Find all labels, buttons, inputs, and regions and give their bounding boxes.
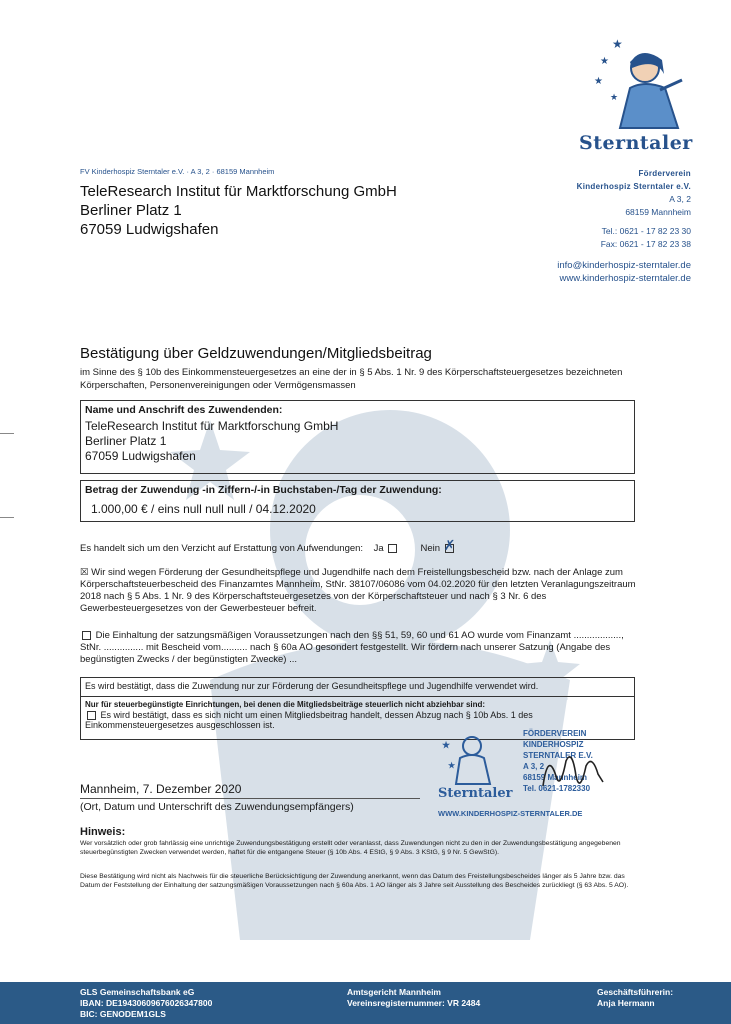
tax-checkbox[interactable] xyxy=(87,711,96,720)
exemption-text: Wir sind wegen Förderung der Gesundheitspflege und Jugendhilfe nach dem Freistellungsbescheid bzw. nach der Anlage zum Körperschaftsteuerbescheid des Finanzamtes Mannheim, StNr. 38107/06086 vom 04.02.2020 für den letzten Veranlagungszeitraum 2018 nach § 5 Abs. 1 Nr. 9 des Körperschaftsteuergesetzes von der Körperschaftsteuer und nach § 3 Nr. 6 des Gewerbesteuergesetzes von der Gewerbesteuer befreit. xyxy=(80,567,636,614)
footer-ceo xyxy=(597,987,673,1009)
donor-city: 67059 Ludwigshafen xyxy=(85,449,196,463)
confirmation-text: Es wird bestätigt, dass die Zuwendung nur zur Förderung der Gesundheitspflege und Jugendhilfe verwendet wird. xyxy=(85,681,539,691)
sender-line: FV Kinderhospiz Sterntaler e.V. · A 3, 2 · 68159 Mannheim xyxy=(80,167,275,176)
org-city: 68159 Mannheim xyxy=(625,207,691,217)
donor-header: Name und Anschrift des Zuwendenden: xyxy=(85,404,283,416)
document-intro: im Sinne des § 10b des Einkommensteuergesetzes an eine der in § 5 Abs. 1 Nr. 9 des Körperschaftsteuergesetzes bezeichneten Körperschaften, Personenvereinigungen oder Vermögensmassen xyxy=(80,367,623,391)
exemption-checkbox[interactable]: ☒ xyxy=(80,567,89,578)
statute-checkbox[interactable] xyxy=(82,631,91,640)
svg-text:★: ★ xyxy=(448,761,456,770)
org-tel: Tel.: 0621 - 17 82 23 30 xyxy=(601,226,691,236)
stamp-line5: 68159 Mannheim xyxy=(523,773,588,782)
hinweis-text-2: Diese Bestätigung wird nicht als Nachweis für die steuerliche Berücksichtigung der Zuwendung anerkannt, wenn das Datum des Freistellungsbescheides länger als 5 Jahre bzw. das Datum der Feststellung der Einhaltung der satzungsmäßigen Voraussetzungen nach § 60a Abs. 1 AO länger als 3 Jahre seit Ausstellung des Bescheides zurückliegt (§ 63 Abs. 5 AO). xyxy=(80,873,629,889)
bank-iban: IBAN: DE19430609676026347800 xyxy=(80,998,213,1008)
verzicht-text: Es handelt sich um den Verzicht auf Erstattung von Aufwendungen: xyxy=(80,543,364,554)
ja-label: Ja xyxy=(373,543,384,554)
signature-line xyxy=(80,798,420,799)
footer-bank xyxy=(80,987,212,1020)
letterhead-contact xyxy=(557,167,691,285)
footer-register xyxy=(347,987,480,1009)
ja-checkbox[interactable] xyxy=(388,544,397,553)
org-email[interactable]: info@kinderhospiz-sterntaler.de xyxy=(557,260,691,271)
recipient-city: 67059 Ludwigshafen xyxy=(80,221,219,238)
statute-paragraph xyxy=(80,630,640,666)
stamp-line1: FÖRDERVEREIN xyxy=(523,729,587,738)
nein-checkbox[interactable]: ✗ xyxy=(443,536,456,553)
ceo-name: Anja Hermann xyxy=(597,998,655,1008)
sign-caption: (Ort, Datum und Unterschrift des Zuwendungsempfängers) xyxy=(80,801,354,813)
ceo-label: Geschäftsführerin: xyxy=(597,987,674,997)
stamp-line2: KINDERHOSPIZ xyxy=(523,740,584,749)
org-fax: Fax: 0621 - 17 82 23 38 xyxy=(600,239,691,249)
court-name: Amtsgericht Mannheim xyxy=(347,987,441,997)
svg-text:★: ★ xyxy=(594,76,603,87)
stamp-line4: A 3, 2 xyxy=(523,762,545,771)
bank-bic: BIC: GENODEM1GLS xyxy=(80,1009,166,1019)
stamp-line6: Tel. 0621-1782330 xyxy=(523,784,591,793)
punch-mark xyxy=(0,517,14,518)
org-web[interactable]: www.kinderhospiz-sterntaler.de xyxy=(559,273,691,284)
fold-mark xyxy=(0,433,14,434)
amount-header: Betrag der Zuwendung -in Ziffern-/-in Buchstaben-/Tag der Zuwendung: xyxy=(85,484,442,496)
donor-box xyxy=(80,400,635,474)
hinweis-heading: Hinweis: xyxy=(80,826,126,838)
tax-header: Nur für steuerbegünstigte Einrichtungen, bei denen die Mitgliedsbeiträge steuerlich nicht abziehbar sind: xyxy=(85,700,486,709)
association-stamp xyxy=(438,728,638,818)
stamp-logo xyxy=(438,728,498,788)
nein-label: Nein xyxy=(420,543,440,554)
recipient-address xyxy=(80,182,397,239)
svg-text:★: ★ xyxy=(612,37,623,51)
donor-street: Berliner Platz 1 xyxy=(85,434,167,448)
amount-value: 1.000,00 € / eins null null null / 04.12.2020 xyxy=(91,502,316,516)
exemption-paragraph xyxy=(80,567,640,615)
donor-address xyxy=(85,419,634,464)
amount-box xyxy=(80,480,635,522)
svg-text:★: ★ xyxy=(600,56,609,67)
sign-place-date: Mannheim, 7. Dezember 2020 xyxy=(80,782,242,796)
donor-name: TeleResearch Institut für Marktforschung GmbH xyxy=(85,419,339,433)
org-line1: Förderverein xyxy=(638,169,691,178)
recipient-street: Berliner Platz 1 xyxy=(80,202,182,219)
stamp-web: WWW.KINDERHOSPIZ-STERNTALER.DE xyxy=(438,809,583,818)
bank-name: GLS Gemeinschaftsbank eG xyxy=(80,987,195,997)
hinweis-text-1: Wer vorsätzlich oder grob fahrlässig eine unrichtige Zuwendungsbestätigung erstellt oder veranlasst, dass Zuwendungen nicht zu den in der Zuwendungsbestätigung angegebenen steuerbegünstigten Zwecken verwendet werden, haftet für die entgangene Steuer (§ 10b Abs. 4 EStG, § 9 Abs. 3 KStG, § 9 Nr. 5 GewStG). xyxy=(80,840,621,856)
footer-bar xyxy=(0,982,731,1024)
tax-text: Es wird bestätigt, dass es sich nicht um einen Mitgliedsbeitrag handelt, dessen Abzug nach § 10b Abs. 1 des Einkommensteuergesetzes ausgeschlossen ist. xyxy=(85,710,533,731)
register-number: Vereinsregisternummer: VR 2484 xyxy=(347,998,481,1008)
svg-text:★: ★ xyxy=(442,740,451,750)
verzicht-line xyxy=(80,536,456,554)
org-street: A 3, 2 xyxy=(669,194,691,204)
signature xyxy=(538,746,608,796)
statute-text: Die Einhaltung der satzungsmäßigen Voraussetzungen nach den §§ 51, 59, 60 und 61 AO wurde vom Finanzamt .................., StNr. ............... mit Bescheid vom.......... nach § 60a AO gesondert festgestellt. Wir fördern nach unserer Satzung (Angabe des begünstigten Zwecks / der begünstigten Zwecke) ... xyxy=(80,630,624,665)
org-line2: Kinderhospiz Sterntaler e.V. xyxy=(576,182,691,191)
recipient-name: TeleResearch Institut für Marktforschung GmbH xyxy=(80,183,397,200)
stamp-line3: STERNTALER E.V. xyxy=(523,751,593,760)
svg-text:★: ★ xyxy=(610,92,619,102)
document-title: Bestätigung über Geldzuwendungen/Mitgliedsbeitrag xyxy=(80,345,432,362)
stamp-brand: Sterntaler xyxy=(438,786,513,801)
brand-name: Sterntaler xyxy=(579,132,693,154)
